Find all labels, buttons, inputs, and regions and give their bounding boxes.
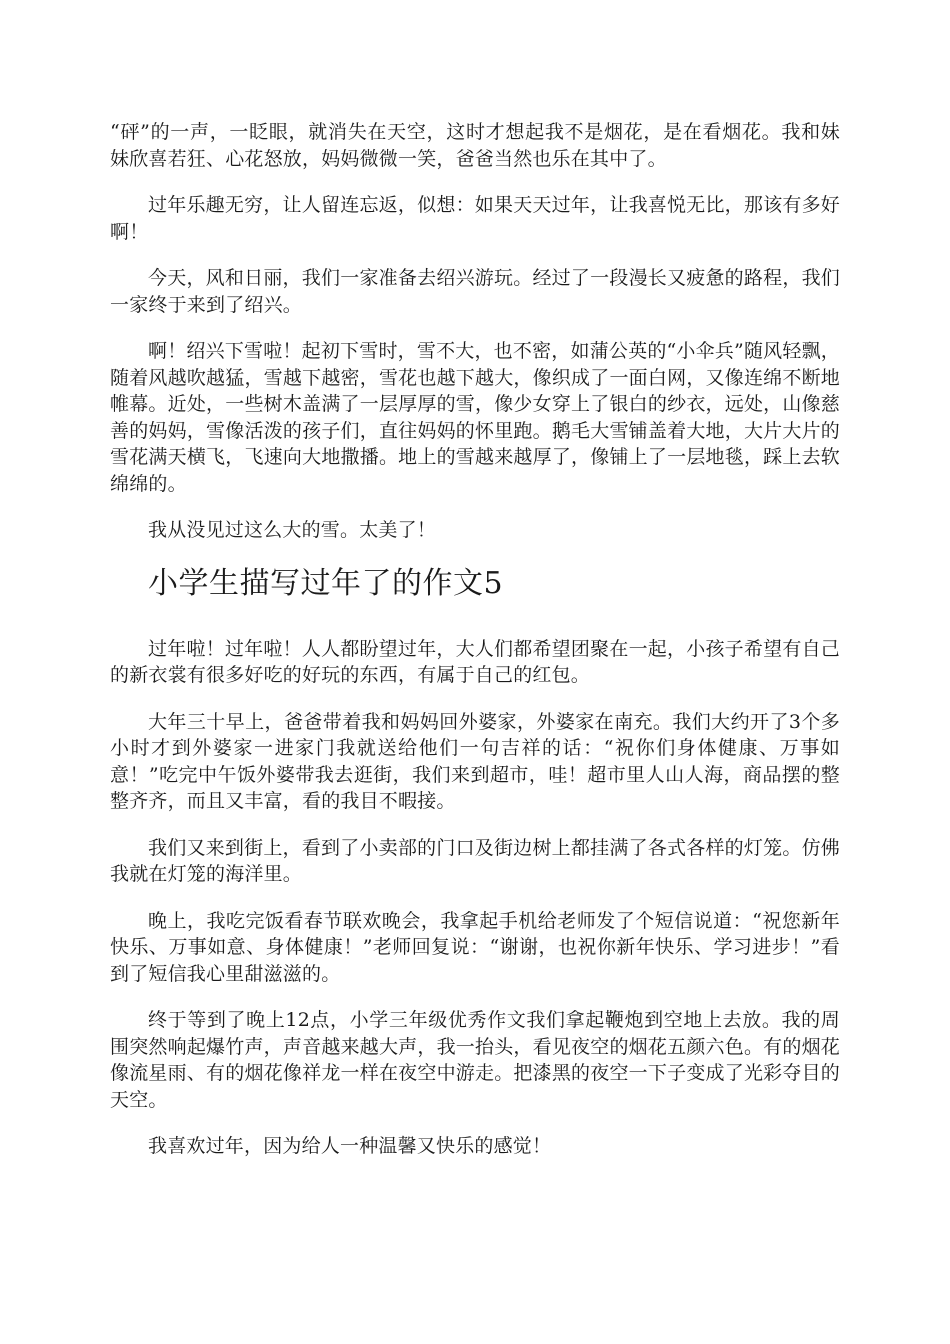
paragraph-conclusion: 我喜欢过年，因为给人一种温馨又快乐的感觉！ xyxy=(148,1135,552,1157)
paragraph-new-year-wishes: 过年啦！过年啦！人人都盼望过年，大人们都希望团聚在一起，小孩子希望有自己的新衣裳有很多好吃的好玩的东西，有属于自己的红包。 xyxy=(110,637,840,686)
paragraph-midnight-firecrackers: 终于等到了晚上12点，小学三年级优秀作文我们拿起鞭炮到空地上去放。我的周围突然响起爆竹声，声音越来越大声，我一抬头，看见夜空的烟花五颜六色。有的烟花像流星雨、有的烟花像祥龙一样在夜空中游走。把漆黑的夜空一下子变成了光彩夺目的天空。 xyxy=(110,1009,840,1111)
document-page xyxy=(110,119,840,1180)
paragraph-grandma-house: 大年三十早上，爸爸带着我和妈妈回外婆家，外婆家在南充。我们大约开了3个多小时才到外婆家一进家门我就送给他们一句吉祥的话：“祝你们身体健康、万事如意！”吃完中午饭外婆带我去逛街，我们来到超市，哇！超市里人山人海，商品摆的整整齐齐，而且又丰富，看的我目不暇接。 xyxy=(110,710,840,812)
paragraph-spring-gala: 晚上，我吃完饭看春节联欢晚会，我拿起手机给老师发了个短信说道：“祝您新年快乐、万事如意、身体健康！”老师回复说：“谢谢，也祝你新年快乐、学习进步！”看到了短信我心里甜滋滋的。 xyxy=(110,909,840,985)
paragraph-shaoxing-trip: 今天，风和日丽，我们一家准备去绍兴游玩。经过了一段漫长又疲惫的路程，我们一家终于来到了绍兴。 xyxy=(110,267,840,316)
paragraph-snow-description: 啊！绍兴下雪啦！起初下雪时，雪不大，也不密，如蒲公英的“小伞兵”随风轻飘，随着风越吹越猛，雪越下越密，雪花也越下越大，像织成了一面白网，又像连绵不断地帷幕。近处，一些树木盖满了一层厚厚的雪，像少女穿上了银白的纱衣，远处，山像慈善的妈妈，雪像活泼的孩子们，直往妈妈的怀里跑。鹅毛大雪铺盖着大地，大片大片的雪花满天横飞，飞速向大地撒播。地上的雪越来越厚了，像铺上了一层地毯，踩上去软绵绵的。 xyxy=(110,340,840,495)
paragraph-lanterns: 我们又来到街上，看到了小卖部的门口及街边树上都挂满了各式各样的灯笼。仿佛我就在灯笼的海洋里。 xyxy=(110,836,840,885)
paragraph-new-year-fun: 过年乐趣无穷，让人留连忘返，似想：如果天天过年，让我喜悦无比，那该有多好啊！ xyxy=(110,194,840,243)
paragraph-fireworks-ending: “砰”的一声，一眨眼，就消失在天空，这时才想起我不是烟花，是在看烟花。我和妹妹欣喜若狂、心花怒放，妈妈微微一笑，爸爸当然也乐在其中了。 xyxy=(110,121,840,170)
essay-title: 小学生描写过年了的作文5 xyxy=(148,565,504,601)
paragraph-snow-beautiful: 我从没见过这么大的雪。太美了！ xyxy=(148,519,437,541)
